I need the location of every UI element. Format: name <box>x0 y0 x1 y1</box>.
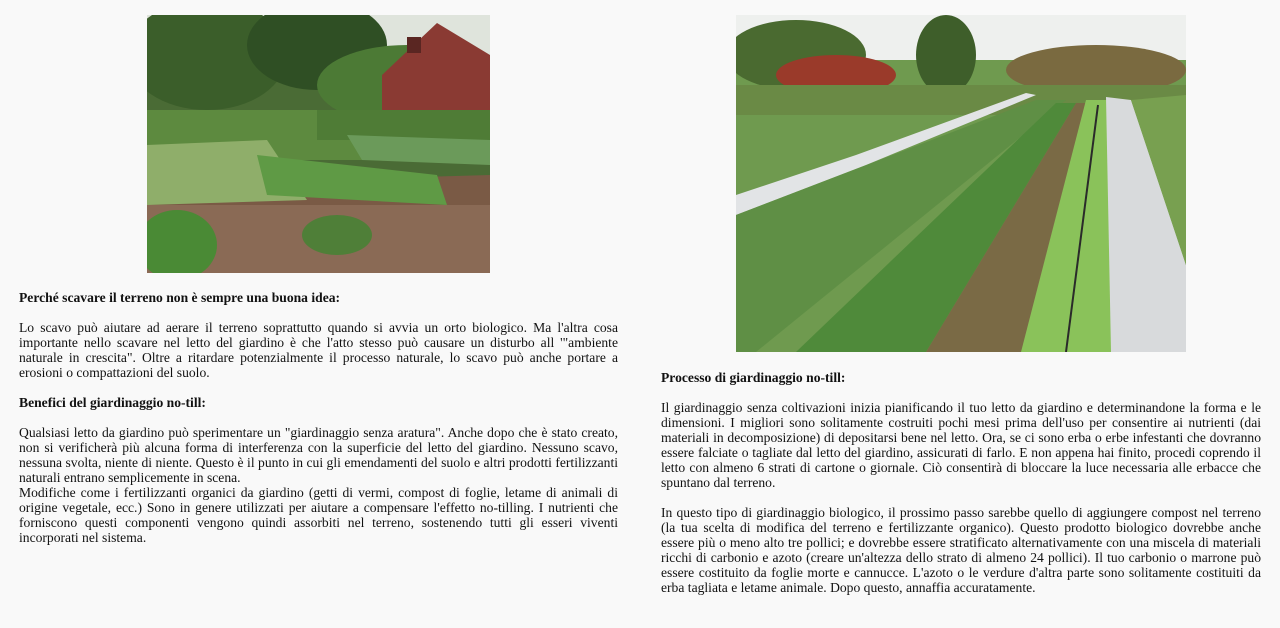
section-heading-why-not-dig: Perché scavare il terreno non è sempre una buona idea: <box>19 290 341 305</box>
garden-beds-photo <box>147 15 490 273</box>
right-article-column <box>661 370 1261 610</box>
section-paragraph-why-not-dig: Lo scavo può aiutare ad aerare il terreno soprattutto quando si avvia un orto biologico. Ma l'altra cosa importante nello scavare nel letto del giardino è che l'atto stesso può causare un disturbo all '"ambiente naturale in crescita". Oltre a ritardare potenzialmente il processo naturale, lo scavo può anche portare a erosioni o compattazioni del suolo. <box>19 320 618 380</box>
section-heading-no-till-benefits: Benefici del giardinaggio no-till: <box>19 395 206 410</box>
no-till-field-photo <box>736 15 1186 352</box>
section-paragraph-no-till-process-1: Il giardinaggio senza coltivazioni inizia pianificando il tuo letto da giardino e determinandone la forma e le dimensioni. I migliori sono solitamente costruiti pochi mesi prima dell'uso per consentire ai nutrienti (dai materiali in decomposizione) di depositarsi bene nel letto. Ora, se ci sono erba o erbe infestanti che dovranno essere falciate o tagliate dal letto del giardino, assicurati di farlo. E non appena hai finito, procedi coprendo il letto con almeno 6 strati di cartone o giornale. Ciò consentirà di bloccare la luce necessaria alle erbacce che spuntano dal terreno. <box>661 400 1261 490</box>
garden-beds-illustration <box>147 15 490 273</box>
left-article-column <box>19 290 618 560</box>
section-heading-no-till-process: Processo di giardinaggio no-till: <box>661 370 846 385</box>
section-paragraph-no-till-benefits-1: Qualsiasi letto da giardino può sperimentare un "giardinaggio senza aratura". Anche dopo che è stato creato, non si verificherà più alcuna forma di interferenza con la superficie del letto del giardino. Nessuno scavo, nessuna svolta, niente di niente. Questo è il punto in cui gli emendamenti del suolo e altri prodotti fertilizzanti naturali entrano semplicemente in scena. <box>19 425 618 485</box>
section-paragraph-no-till-benefits-2: Modifiche come i fertilizzanti organici da giardino (getti di vermi, compost di foglie, letame di animali di origine vegetale, ecc.) Sono in genere utilizzati per aiutare a compensare l'effetto no-tilling. I nutrienti che forniscono questi componenti vengono quindi assorbiti nel terreno, sostenendo tutti gli esseri viventi incorporati nel sistema. <box>19 485 618 545</box>
section-paragraph-no-till-process-2: In questo tipo di giardinaggio biologico, il prossimo passo sarebbe quello di aggiungere compost nel terreno (la tua scelta di modifica del terreno e fertilizzante organico). Questo prodotto biologico dovrebbe anche essere più o meno alto tre pollici; e dovrebbe essere stratificato alternativamente con una miscela di materiali ricchi di carbonio e azoto (creare un'altezza dello strato di almeno 24 pollici). Il tuo carbonio o marrone può essere costituito da foglie morte e cannucce. L'azoto o le verdure d'altra parte sono solitamente costituiti da erba tagliata e letame animale. Dopo questo, annaffia accuratamente. <box>661 505 1261 595</box>
field-rows-illustration <box>736 15 1186 352</box>
